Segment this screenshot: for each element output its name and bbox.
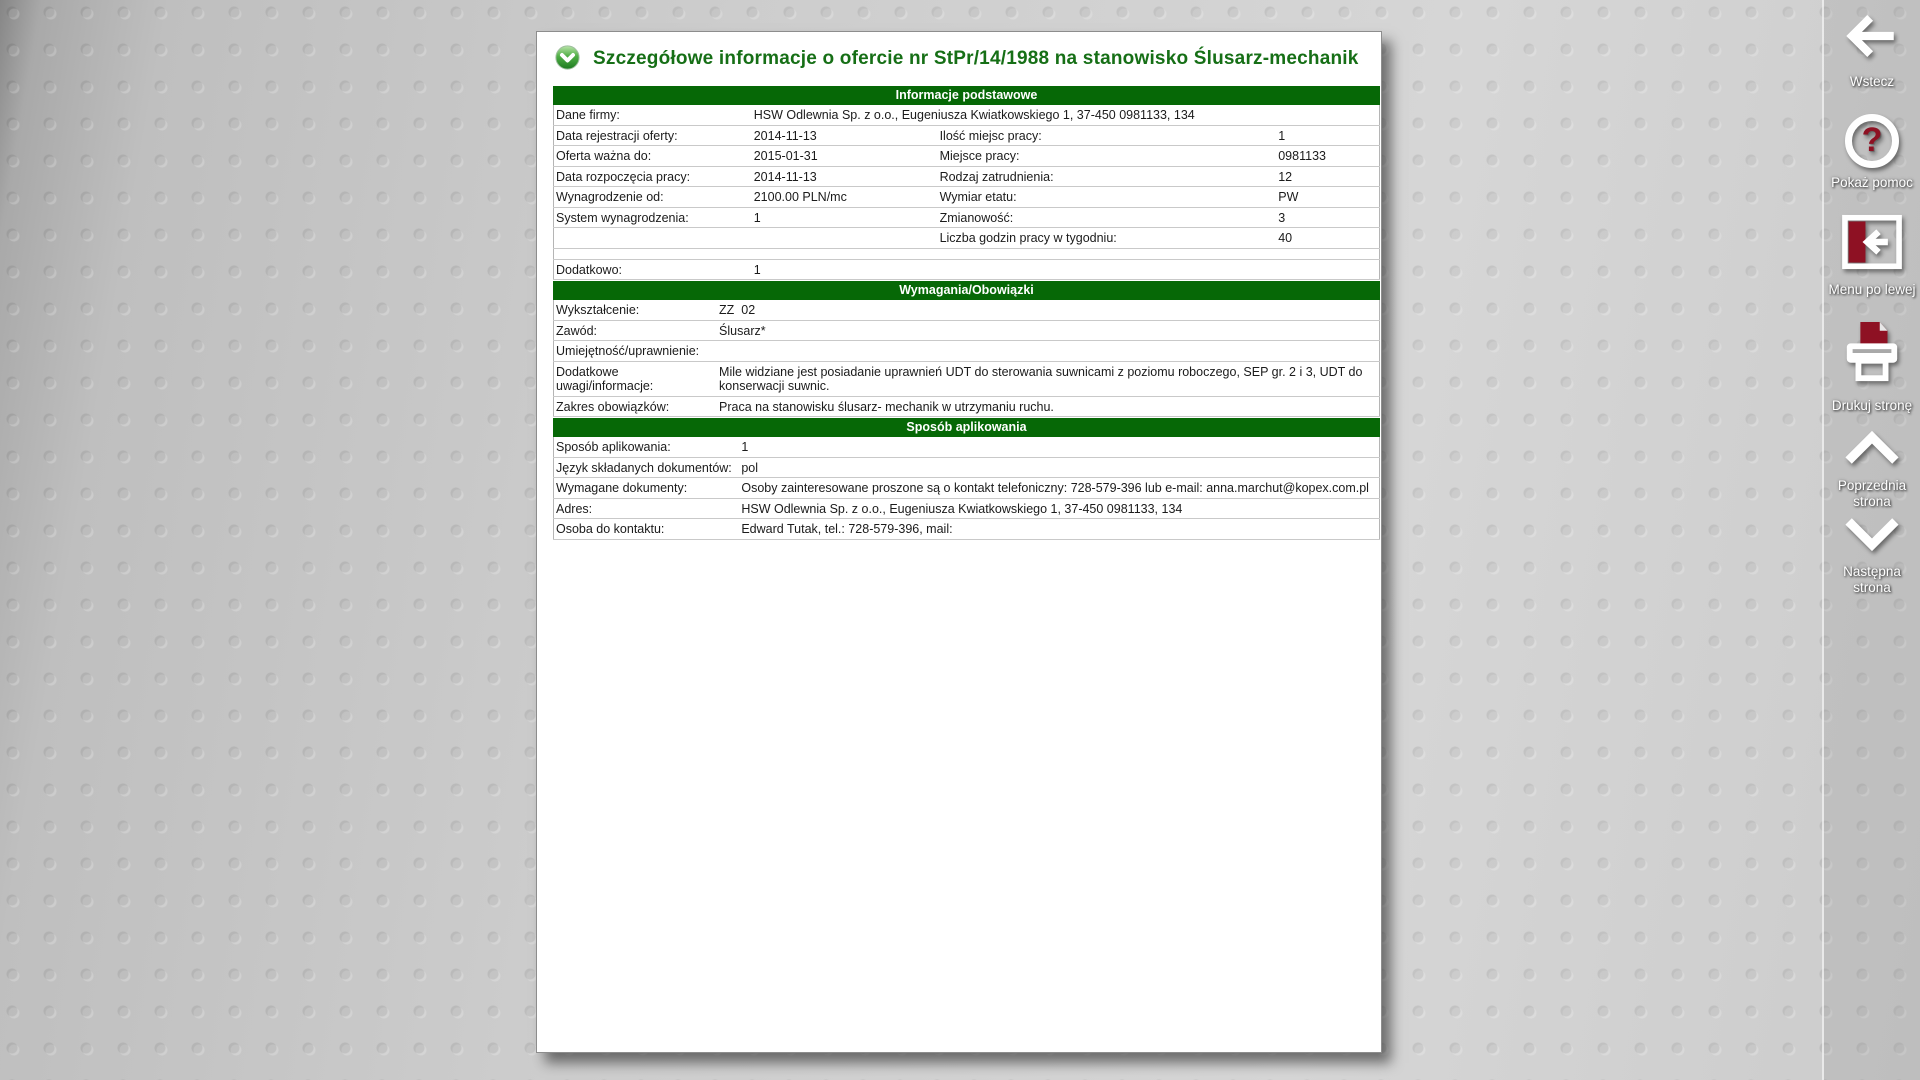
table-cell: Sposób aplikowania: (554, 437, 740, 457)
table-row (554, 437, 1380, 457)
table-row (554, 207, 1380, 228)
table-cell (554, 228, 752, 249)
table-cell (752, 228, 938, 249)
table-cell: Zakres obowiązków: (554, 396, 718, 417)
section-header: Wymagania/Obowiązki (553, 281, 1380, 300)
question-mark-glyph: ? (1861, 121, 1883, 159)
menu-left-button[interactable] (1824, 214, 1920, 298)
offer-tables (553, 86, 1380, 540)
table-row (554, 519, 1380, 540)
spacer-cell (554, 248, 1380, 259)
table-cell: Miejsce pracy: (938, 146, 1277, 167)
table-cell: 1 (739, 437, 1379, 457)
back-arrow-icon (1843, 10, 1901, 67)
table-row (554, 300, 1380, 320)
table-row (554, 259, 1380, 280)
previous-page-button[interactable] (1824, 430, 1920, 510)
table-cell: 12 (1276, 166, 1379, 187)
table-cell: HSW Odlewnia Sp. z o.o., Eugeniusza Kwiatkowskiego 1, 37-450 0981133, 134 (739, 498, 1379, 519)
table-cell: pol (739, 457, 1379, 478)
help-button-label: Pokaż pomoc (1831, 175, 1913, 190)
table-cell: Zawód: (554, 320, 718, 341)
chevron-up-icon (1843, 430, 1901, 471)
section-table (553, 300, 1380, 417)
table-row (554, 361, 1380, 396)
table-cell: Umiejętność/uprawnienie: (554, 341, 718, 362)
table-cell: 1 (752, 207, 938, 228)
help-icon (1845, 114, 1899, 168)
table-cell: 3 (1276, 207, 1379, 228)
job-offer-document (536, 31, 1382, 1053)
table-cell (717, 341, 1379, 362)
menu-left-icon (1841, 214, 1903, 275)
table-cell: 2014-11-13 (752, 125, 938, 146)
table-row (554, 320, 1380, 341)
table-row (554, 125, 1380, 146)
table-cell: 1 (1276, 125, 1379, 146)
offer-section (553, 281, 1380, 417)
table-cell: Edward Tutak, tel.: 728-579-396, mail: (739, 519, 1379, 540)
next-page-button-label: Następna strona (1843, 564, 1901, 595)
table-row (554, 498, 1380, 519)
table-cell: Data rozpoczęcia pracy: (554, 166, 752, 187)
menu-left-button-label: Menu po lewej (1828, 282, 1916, 297)
help-button[interactable] (1824, 114, 1920, 191)
table-cell: Osoba do kontaktu: (554, 519, 740, 540)
table-row (554, 478, 1380, 499)
print-icon (1841, 320, 1903, 391)
kiosk-sidebar (1822, 0, 1920, 1080)
table-row (554, 146, 1380, 167)
table-row (554, 341, 1380, 362)
table-cell: 2015-01-31 (752, 146, 938, 167)
offer-section (553, 418, 1380, 540)
table-cell: Adres: (554, 498, 740, 519)
table-cell: Ślusarz* (717, 320, 1379, 341)
table-cell: 0981133 (1276, 146, 1379, 167)
green-check-icon (555, 45, 580, 78)
table-cell: ZZ 02 (717, 300, 1379, 320)
table-cell: Osoby zainteresowane proszone są o kontakt telefoniczny: 728-579-396 lub e-mail: anna.marchut@kopex.com.pl (739, 478, 1379, 499)
page-title (555, 45, 1378, 78)
back-button-label: Wstecz (1849, 74, 1895, 89)
offer-section (553, 86, 1380, 280)
table-cell: Wykształcenie: (554, 300, 718, 320)
chevron-down-icon (1843, 516, 1901, 557)
section-header: Sposób aplikowania (553, 418, 1380, 437)
table-row (554, 187, 1380, 208)
table-cell: Dodatkowe uwagi/informacje: (554, 361, 718, 396)
table-cell: 2014-11-13 (752, 166, 938, 187)
table-cell: 1 (752, 259, 1380, 280)
table-cell: Zmianowość: (938, 207, 1277, 228)
table-cell: Wynagrodzenie od: (554, 187, 752, 208)
table-cell: System wynagrodzenia: (554, 207, 752, 228)
table-cell: Rodzaj zatrudnienia: (938, 166, 1277, 187)
table-cell: Oferta ważna do: (554, 146, 752, 167)
table-cell: Dane firmy: (554, 105, 752, 125)
page-title-text: Szczegółowe informacje o ofercie nr StPr/14/1988 na stanowisko Ślusarz-mechanik (593, 48, 1359, 69)
table-cell: Język składanych dokumentów: (554, 457, 740, 478)
table-row (554, 228, 1380, 249)
table-cell: Praca na stanowisku ślusarz- mechanik w utrzymaniu ruchu. (717, 396, 1379, 417)
table-cell: Data rejestracji oferty: (554, 125, 752, 146)
table-cell: Liczba godzin pracy w tygodniu: (938, 228, 1277, 249)
table-cell: Wymiar etatu: (938, 187, 1277, 208)
table-row (554, 396, 1380, 417)
table-cell: Mile widziane jest posiadanie uprawnień UDT do sterowania suwnicami z poziomu roboczego, SEP gr. 2 i 3, UDT do konserwacji suwnic. (717, 361, 1379, 396)
table-cell: 40 (1276, 228, 1379, 249)
print-button-label: Drukuj stronę (1831, 398, 1913, 413)
table-row (554, 166, 1380, 187)
back-button[interactable] (1824, 10, 1920, 90)
section-table (553, 437, 1380, 540)
print-button[interactable] (1824, 320, 1920, 414)
table-cell: Dodatkowo: (554, 259, 752, 280)
previous-page-button-label: Poprzednia strona (1837, 478, 1907, 509)
section-header: Informacje podstawowe (553, 86, 1380, 105)
table-cell: HSW Odlewnia Sp. z o.o., Eugeniusza Kwiatkowskiego 1, 37-450 0981133, 134 (752, 105, 1380, 125)
table-cell: PW (1276, 187, 1379, 208)
section-table (553, 105, 1380, 280)
table-row (554, 105, 1380, 125)
table-cell: Wymagane dokumenty: (554, 478, 740, 499)
table-row (554, 457, 1380, 478)
table-row (554, 248, 1380, 259)
next-page-button[interactable] (1824, 516, 1920, 596)
table-cell: 2100.00 PLN/mc (752, 187, 938, 208)
table-cell: Ilość miejsc pracy: (938, 125, 1277, 146)
